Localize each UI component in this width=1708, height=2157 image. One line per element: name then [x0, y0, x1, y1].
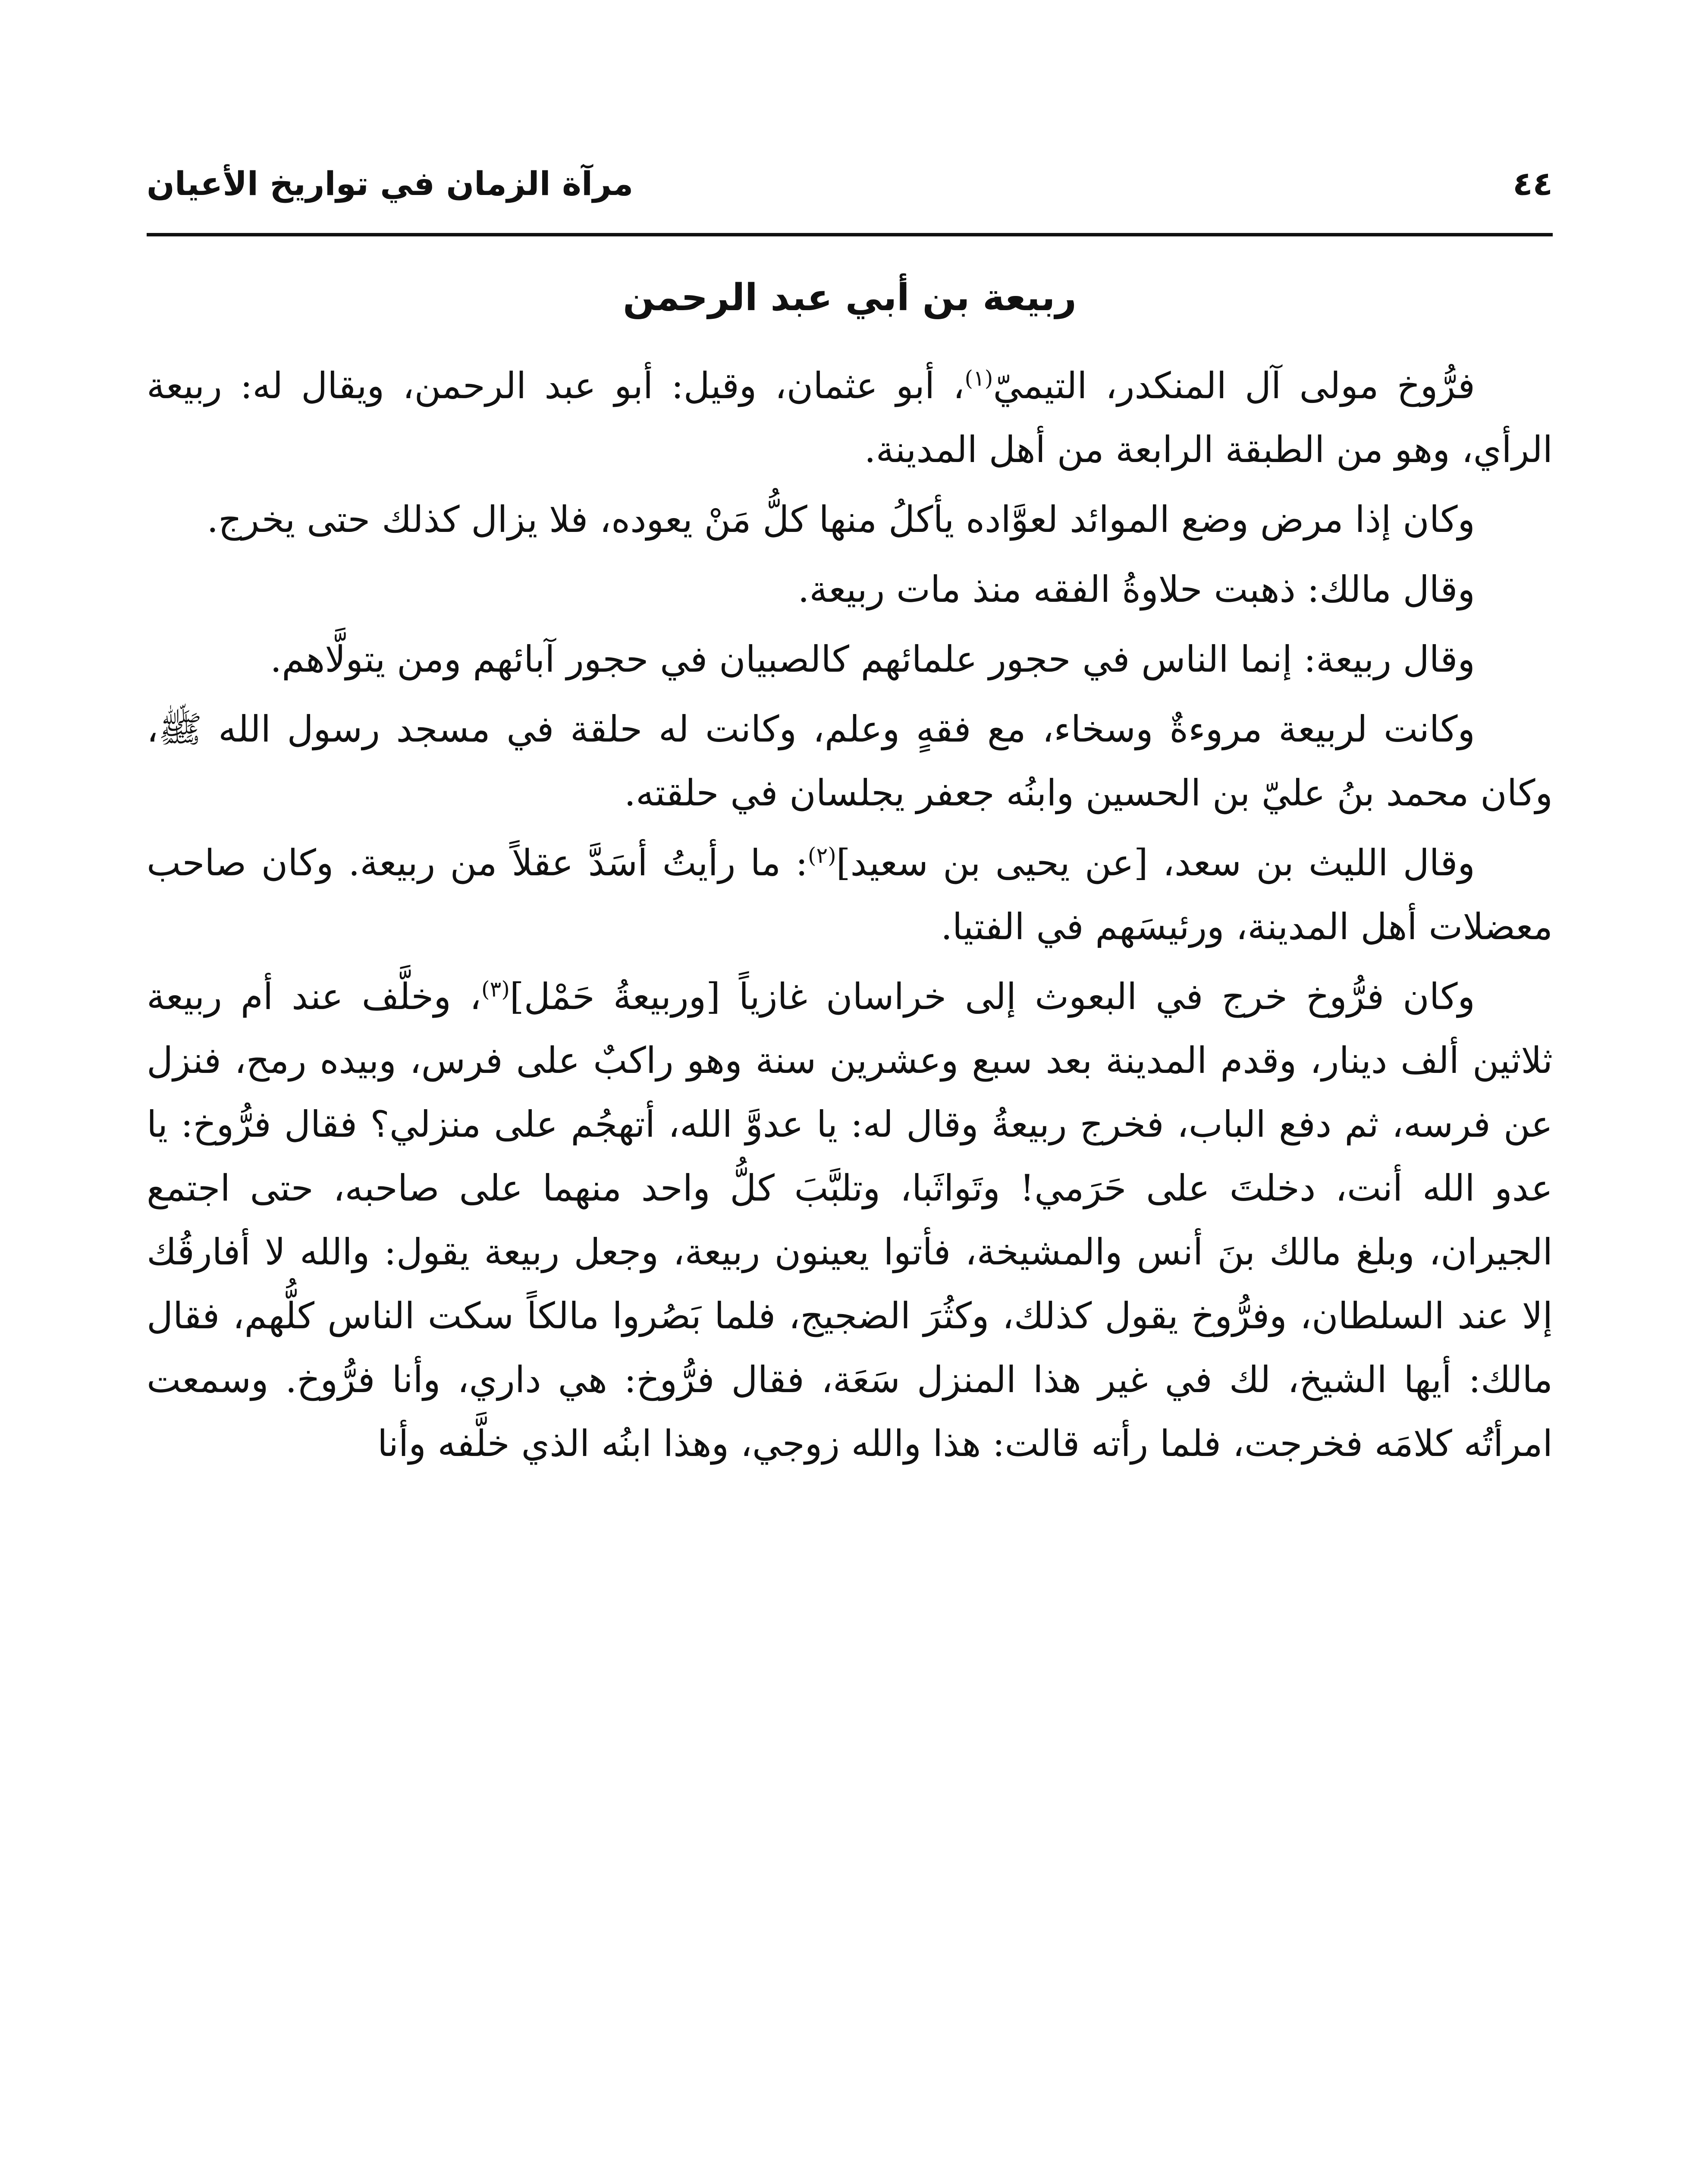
- header-rule: [147, 233, 1553, 236]
- footnote-ref: (١): [964, 366, 993, 391]
- paragraph: وكان إذا مرض وضع الموائد لعوَّاده يأكلُ منها كلُّ مَنْ يعوده، فلا يزال كذلك حتى يخرج.: [207, 498, 1475, 541]
- paragraph: فرُّوخ مولى آل المنكدر، التيميّ$^{(١)}$، أبو عثمان، وقيل: أبو عبد الرحمن، ويقال له: ربيعة الرأي، وهو من الطبقة الرابعة من أهل المدينة.: [147, 365, 1553, 471]
- book-page: [147, 147, 1553, 2157]
- running-header: [147, 147, 1553, 220]
- paragraph: وقال مالك: ذهبت حلاوةُ الفقه منذ مات ربيعة.: [797, 568, 1475, 610]
- paragraph: وقال الليث بن سعد، [عن يحيى بن سعيد]$^{(٢)}$: ما رأيتُ أسَدَّ عقلاً من ربيعة. وكان صاحب معضلات أهل المدينة، ورئيسَهم في الفتيا.: [147, 842, 1553, 948]
- body-text: [147, 354, 1553, 1481]
- page-number: ٤٤: [1513, 164, 1553, 203]
- footnote-ref: (٣): [481, 977, 510, 1002]
- paragraph: وكانت لربيعة مروءةٌ وسخاء، مع فقهٍ وعلم، وكانت له حلقة في مسجد رسول الله ﷺ، وكان محمد بنُ عليّ بن الحسين وابنُه جعفر يجلسان في حلقته.: [147, 708, 1553, 814]
- section-title: ربيعة بن أبي عبد الرحمن: [623, 276, 1077, 319]
- footnote-ref: (٢): [807, 843, 836, 868]
- paragraph: وقال ربيعة: إنما الناس في حجور علمائهم كالصبيان في حجور آبائهم ومن يتولَّاهم.: [270, 638, 1475, 680]
- book-title: مرآة الزمان في تواريخ الأعيان: [147, 164, 634, 203]
- paragraph: وكان فرُّوخ خرج في البعوث إلى خراسان غازياً [وربيعةُ حَمْل]$^{(٣)}$، وخلَّف عند أم ربيعة ثلاثين ألف دينار، وقدم المدينة بعد سبع وعشرين سنة وهو راكبٌ على فرس، وبيده رمح، فنزل عن فرسه، ثم دفع الباب، فخرج ربيعةُ وقال له: يا عدوَّ الله، أتهجُم على منزلي؟ فقال فرُّوخ: يا عدو الله أنت، دخلتَ على حَرَمي! وتَواثَبا، وتلبَّبَ كلُّ واحد منهما على صاحبه، حتى اجتمع الجيران، وبلغ مالك بنَ أنس والمشيخة، فأتوا يعينون ربيعة، وجعل ربيعة يقول: والله لا أفارقُك إلا عند السلطان، وفرُّوخ يقول كذلك، وكثُرَ الضجيج، فلما بَصُروا مالكاً سكت الناس كلُّهم، فقال مالك: أيها الشيخ، لك في غير هذا المنزل سَعَة، فقال فرُّوخ: هي داري، وأنا فرُّوخ. وسمعت امرأتُه كلامَه فخرجت، فلما رأته قالت: هذا والله زوجي، وهذا ابنُه الذي خلَّفه وأنا: [147, 975, 1553, 1465]
